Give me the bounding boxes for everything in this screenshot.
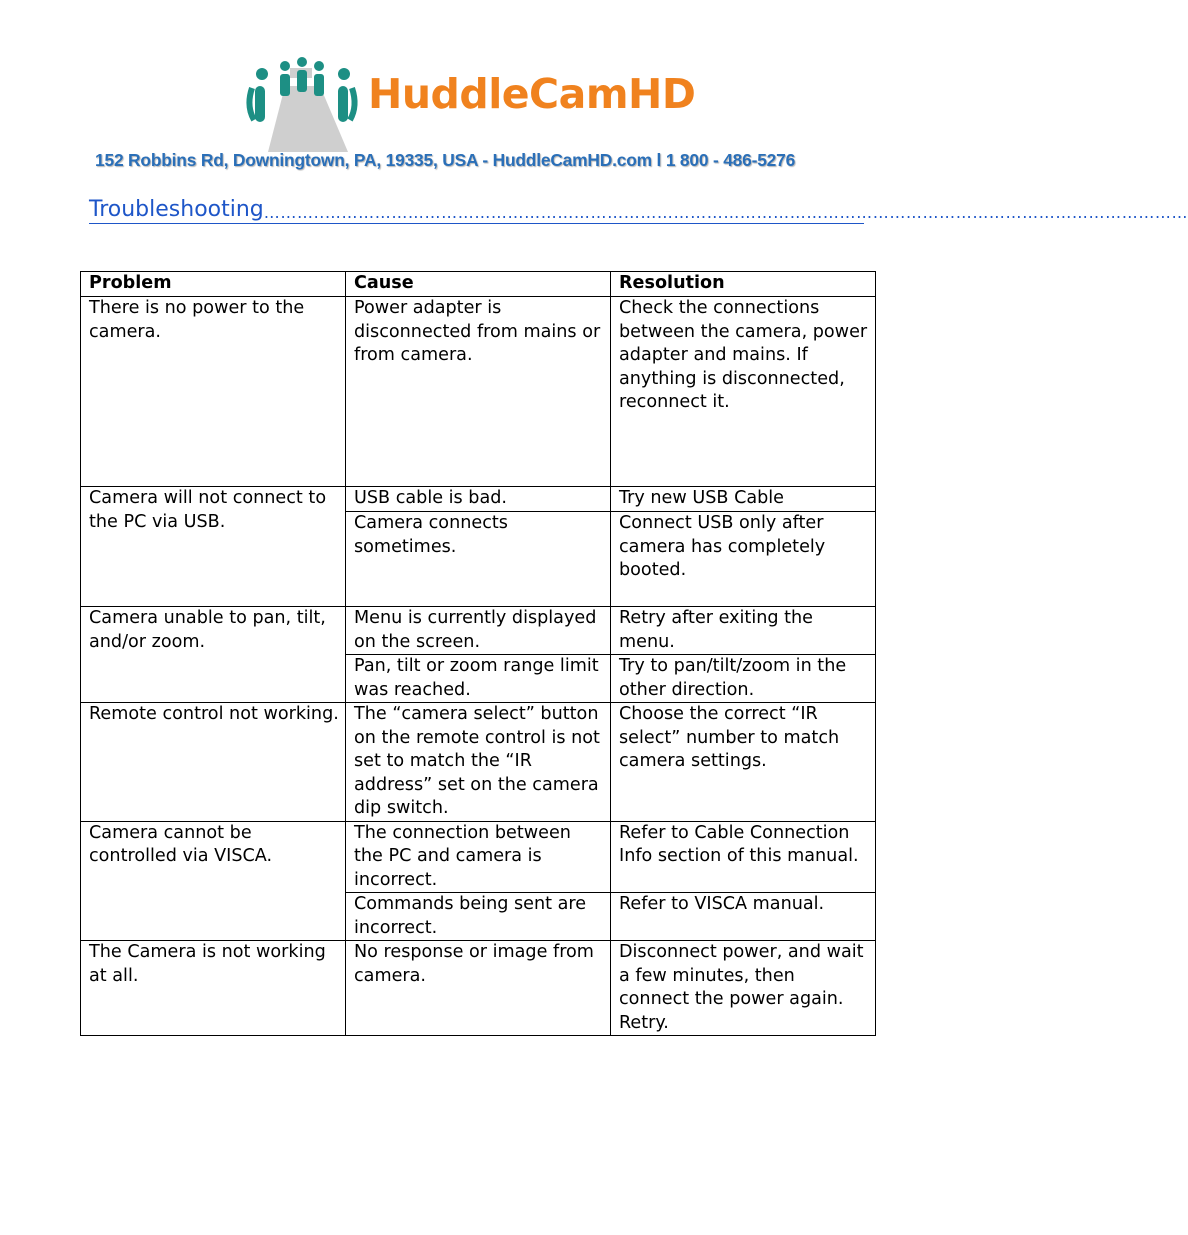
cause-cell: Power adapter is disconnected from mains or from camera. bbox=[346, 297, 611, 487]
table-row bbox=[81, 821, 876, 893]
brand-name: HuddleCamHD bbox=[368, 70, 696, 118]
cause-cell: USB cable is bad. bbox=[346, 487, 611, 512]
resolution-cell: Choose the correct “IR select” number to match camera settings. bbox=[611, 703, 876, 822]
problem-cell: There is no power to the camera. bbox=[81, 297, 346, 487]
resolution-cell: Refer to VISCA manual. bbox=[611, 893, 876, 941]
resolution-cell: Check the connections between the camera, power adapter and mains. If anything is disconnected, reconnect it. bbox=[611, 297, 876, 487]
cause-cell: Menu is currently displayed on the screen. bbox=[346, 607, 611, 655]
cause-cell: The “camera select” button on the remote control is not set to match the “IR address” set on the camera dip switch. bbox=[346, 703, 611, 822]
people-pyramid-logo-icon bbox=[240, 56, 360, 154]
table-row bbox=[81, 941, 876, 1036]
resolution-cell: Retry after exiting the menu. bbox=[611, 607, 876, 655]
cause-cell: No response or image from camera. bbox=[346, 941, 611, 1036]
problem-cell: Camera unable to pan, tilt, and/or zoom. bbox=[81, 607, 346, 703]
header-resolution: Resolution bbox=[611, 272, 876, 297]
cause-cell: Camera connects sometimes. bbox=[346, 512, 611, 607]
problem-cell: Camera will not connect to the PC via USB. bbox=[81, 487, 346, 607]
problem-cell: Remote control not working. bbox=[81, 703, 346, 822]
problem-cell: The Camera is not working at all. bbox=[81, 941, 346, 1036]
toc-title: Troubleshooting bbox=[89, 197, 264, 222]
cause-cell: Commands being sent are incorrect. bbox=[346, 893, 611, 941]
toc-link-troubleshooting[interactable] bbox=[89, 195, 1188, 224]
header-cause: Cause bbox=[346, 272, 611, 297]
resolution-cell: Disconnect power, and wait a few minutes, then connect the power again. Retry. bbox=[611, 941, 876, 1036]
table-row bbox=[81, 487, 876, 512]
resolution-cell: Connect USB only after camera has completely booted. bbox=[611, 512, 876, 607]
cause-cell: Pan, tilt or zoom range limit was reached. bbox=[346, 655, 611, 703]
cause-cell: The connection between the PC and camera is incorrect. bbox=[346, 821, 611, 893]
company-logo bbox=[240, 56, 730, 154]
troubleshooting-table bbox=[80, 271, 876, 1036]
resolution-cell: Try to pan/tilt/zoom in the other direction. bbox=[611, 655, 876, 703]
company-address: 152 Robbins Rd, Downingtown, PA, 19335, USA - HuddleCamHD.com l 1 800 - 486-5276 bbox=[95, 150, 796, 170]
toc-leader: ………..………………………………………………………………………………………………………………………………………… bbox=[263, 203, 1188, 222]
resolution-cell: Refer to Cable Connection Info section of this manual. bbox=[611, 821, 876, 893]
table-row bbox=[81, 297, 876, 487]
table-row bbox=[81, 703, 876, 822]
resolution-cell: Try new USB Cable bbox=[611, 487, 876, 512]
header-problem: Problem bbox=[81, 272, 346, 297]
table-row bbox=[81, 607, 876, 655]
problem-cell: Camera cannot be controlled via VISCA. bbox=[81, 821, 346, 941]
table-header-row bbox=[81, 272, 876, 297]
